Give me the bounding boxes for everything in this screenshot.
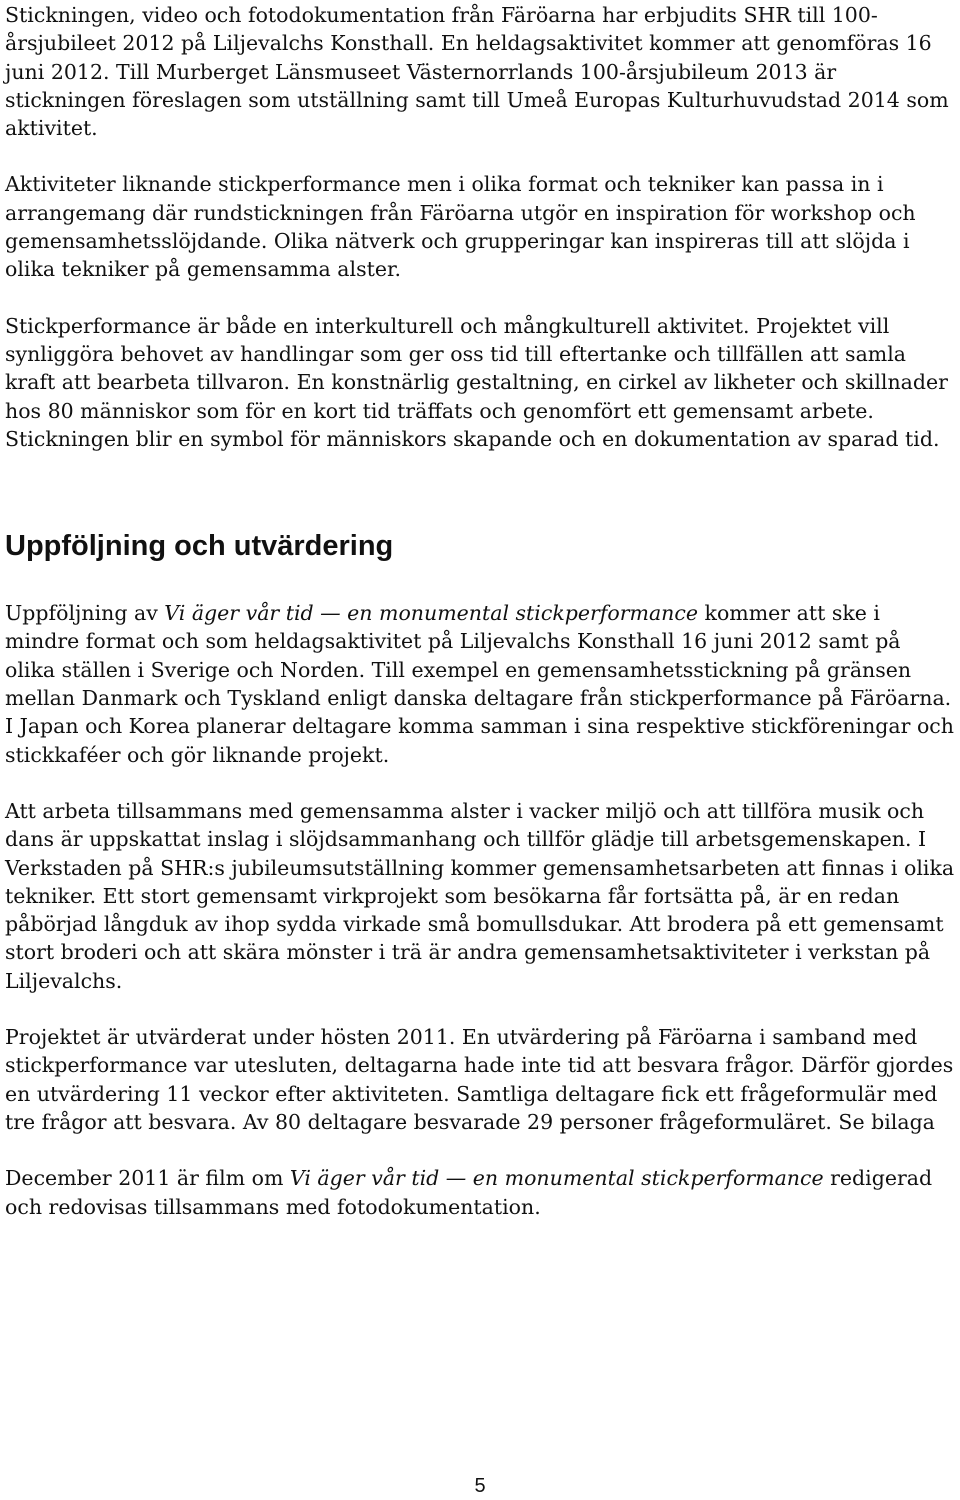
project-title: Vi äger vår tid — en monumental stickperformance — [164, 601, 698, 626]
paragraph-followup — [5, 599, 955, 769]
paragraph-evaluation: Projektet är utvärderat under hösten 2011. En utvärdering på Färöarna i samband med stickperformance var utesluten, deltagarna hade inte tid att besvara frågor. Därför gjordes en utvärdering 11 veckor efter aktiviteten. Samtliga deltagare fick ett frågeformulär med tre frågor att besvara. Av 80 deltagare besvarade 29 personer frågeformuläret. Se bilaga — [5, 1025, 954, 1134]
film-rest-text: redigerad och redovisas tillsammans med fotodokumentation. — [5, 1166, 933, 1219]
document-page — [5, 0, 955, 1221]
page-number: 5 — [474, 1475, 486, 1497]
paragraph-together: Att arbeta tillsammans med gemensamma alster i vacker miljö och att tillföra musik och dans är uppskattat inslag i slöjdsammanhang och tillför glädje till arbetsgemenskapen. I Verkstaden på SHR:s jubileumsutställning kommer gemensamhetsarbeten att finnas i olika tekniker. Ett stort gemensamt virkprojekt som besökarna får fortsätta på, är en redan påbörjad långduk av ihop sydda virkade små bomullsdukar. Att brodera på ett gemensamt stort broderi och att skära mönster i trä är andra gemensamhetsaktiviteter i verkstan på Liljevalchs. — [5, 798, 955, 993]
paragraph-exhibitions: Stickningen, video och fotodokumentation från Färöarna har erbjudits SHR till 100-årsjubileet 2012 på Liljevalchs Konsthall. En heldagsaktivitet kommer att genomföras 16 juni 2012. Till Murberget Länsmuseet Västernorrlands 100-årsjubileum 2013 är stickningen föreslagen som utställning samt till Umeå Europas Kulturhuvudstad 2014 som aktivitet. — [5, 3, 949, 141]
film-lead-text: December 2011 är film om — [5, 1166, 290, 1191]
paragraph-activities: Aktiviteter liknande stickperformance men i olika format och tekniker kan passa in i arrangemang där rundstickningen från Färöarna utgör en inspiration för workshop och gemensamhetsslöjdande. Olika nätverk och grupperingar kan inspireras till att slöjda i olika tekniker på gemensamma alster. — [5, 172, 916, 282]
paragraph-film — [5, 1164, 955, 1221]
section-heading: Uppföljning och utvärdering — [5, 530, 394, 563]
film-title: Vi äger vår tid — en monumental stickperformance — [289, 1166, 824, 1191]
followup-lead-text: Uppföljning av — [5, 601, 165, 626]
followup-rest-text: kommer att ske i mindre format och som heldagsaktivitet på Liljevalchs Konsthall 16 juni 2012 samt på olika ställen i Sverige och Norden. Till exempel en gemensamhetsstickning på gränsen mellan Danmark och Tyskland enligt danska deltagare från stickperformance på Färöarna. I Japan och Korea planerar deltagare komma samman i sina respektive stickföreningar och stickkaféer och gör liknande projekt. — [5, 601, 954, 767]
paragraph-intercultural: Stickperformance är både en interkulturell och mångkulturell aktivitet. Projektet vill synliggöra behovet av handlingar som ger oss tid till eftertanke och tillfällen att samla kraft att bearbeta tillvaron. En konstnärlig gestaltning, en cirkel av likheter och skillnader hos 80 människor som för en kort tid träffats och genomfört ett gemensamt arbete. Stickningen blir en symbol för människors skapande och en dokumentation av sparad tid. — [5, 313, 948, 451]
